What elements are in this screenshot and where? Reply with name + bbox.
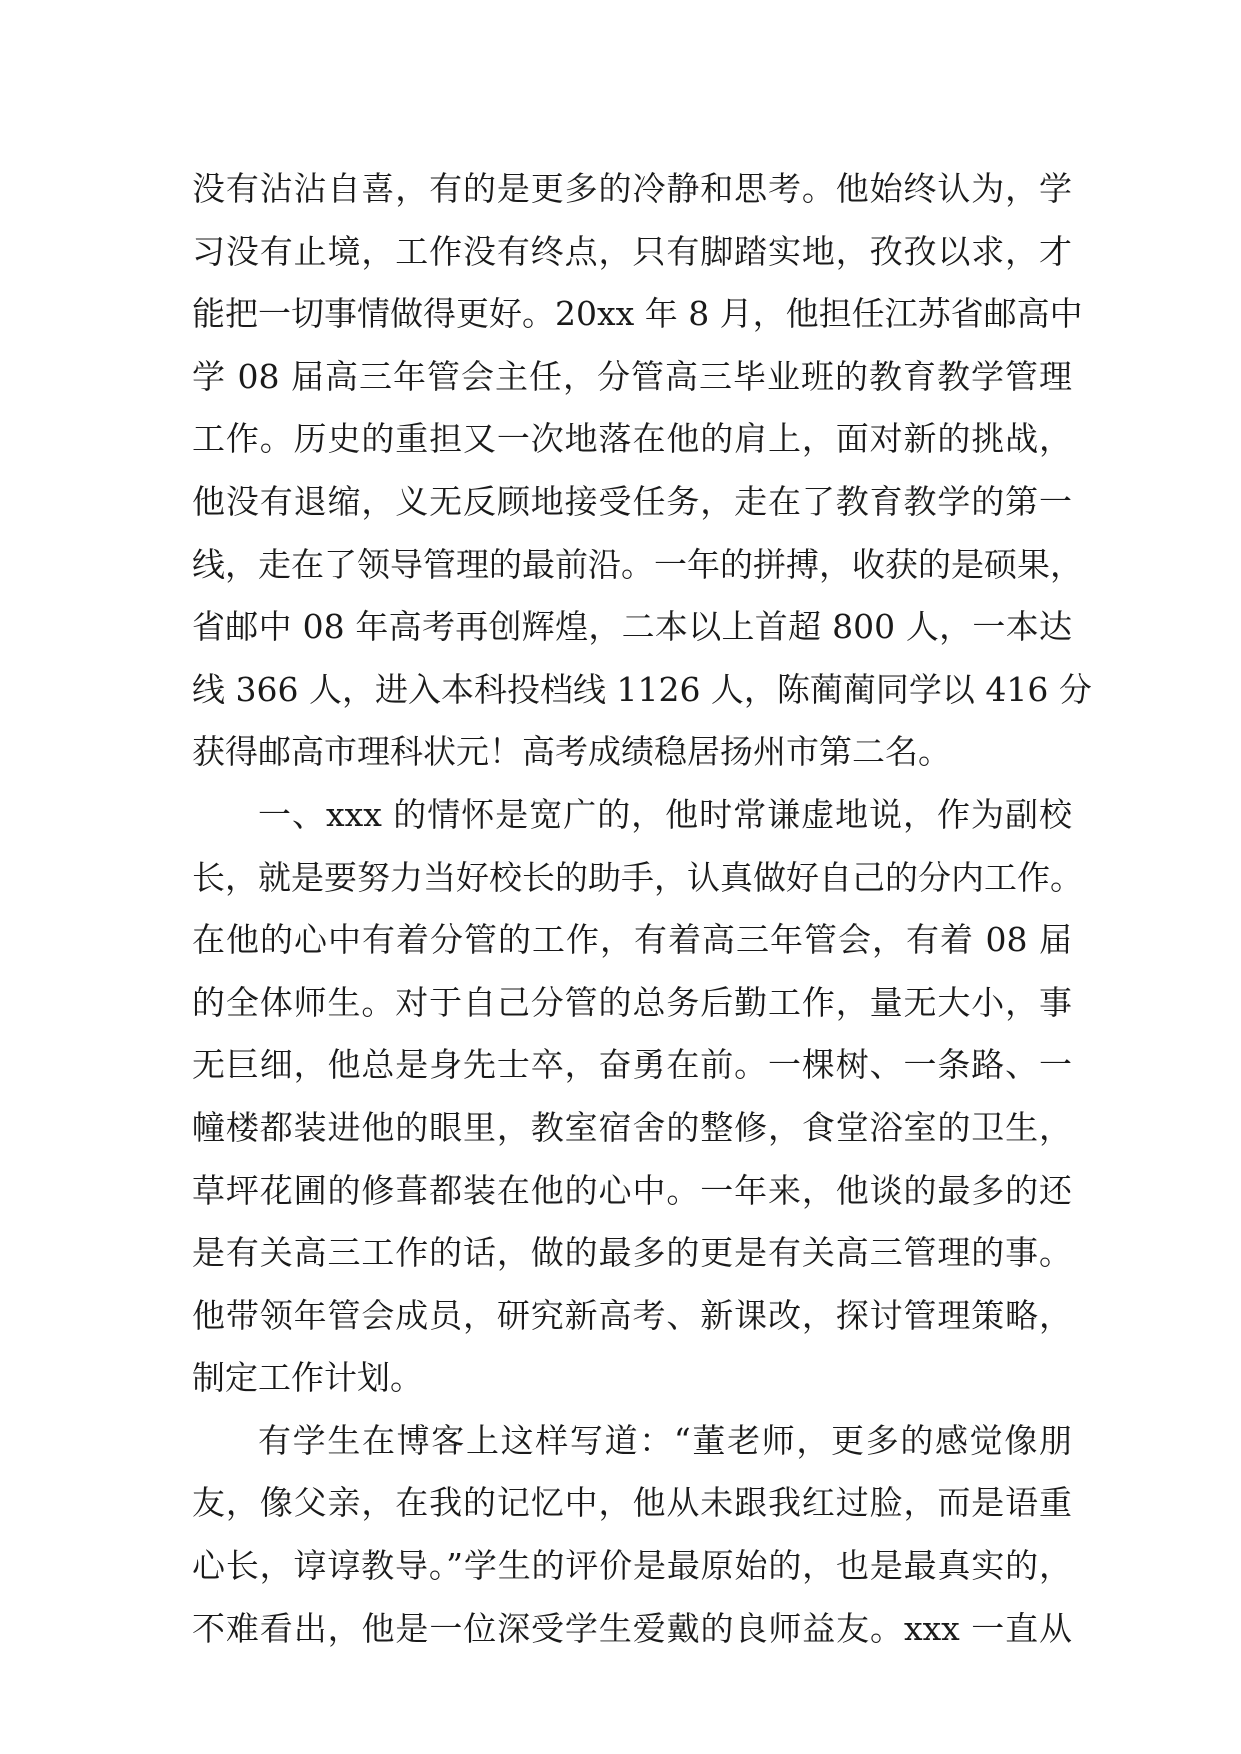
paragraph-3: [192, 1410, 1072, 1660]
text-line: 制定工作计划。: [192, 1358, 423, 1398]
text-line: 他没有退缩，义无反顾地接受任务，走在了教育教学的第一: [192, 481, 1072, 521]
text-line: 工作。历史的重担又一次地落在他的肩上，面对新的挑战，: [192, 419, 1072, 459]
text-line: 草坪花圃的修葺都装在他的心中。一年来，他谈的最多的还: [192, 1170, 1072, 1210]
text-line: 线 366 人，进入本科投档线 1126 人，陈蔺蔺同学以 416 分: [192, 669, 1092, 709]
text-line: 在他的心中有着分管的工作，有着高三年管会，有着 08 届: [192, 920, 1072, 960]
text-line: 获得邮高市理科状元！高考成绩稳居扬州市第二名。: [192, 732, 951, 772]
text-line: 能把一切事情做得更好。20xx 年 8 月，他担任江苏省邮高中: [192, 294, 1083, 334]
text-line: 线，走在了领导管理的最前沿。一年的拼搏，收获的是硕果，: [192, 544, 1083, 584]
text-line: 是有关高三工作的话，做的最多的更是有关高三管理的事。: [192, 1233, 1072, 1273]
text-line: 不难看出，他是一位深受学生爱戴的良师益友。xxx 一直从: [192, 1608, 1072, 1648]
body-text: [192, 158, 1092, 1660]
paragraph-2: [192, 784, 1083, 1410]
text-line: 省邮中 08 年高考再创辉煌，二本以上首超 800 人，一本达: [192, 607, 1072, 647]
text-line: 学 08 届高三年管会主任，分管高三毕业班的教育教学管理: [192, 356, 1072, 396]
text-line: 心长，谆谆教导。”学生的评价是最原始的，也是最真实的，: [192, 1546, 1072, 1586]
text-line: 没有沾沾自喜，有的是更多的冷静和思考。他始终认为，学: [192, 169, 1072, 208]
text-line: 友，像父亲，在我的记忆中，他从未跟我红过脸，而是语重: [192, 1483, 1072, 1523]
paragraph-1: [192, 158, 1092, 784]
text-line: 他带领年管会成员，研究新高考、新课改，探讨管理策略，: [192, 1295, 1072, 1335]
text-line: 有学生在博客上这样写道：“董老师，更多的感觉像朋: [258, 1420, 1072, 1460]
text-line: 长，就是要努力当好校长的助手，认真做好自己的分内工作。: [192, 857, 1083, 897]
text-line: 的全体师生。对于自己分管的总务后勤工作，量无大小，事: [192, 982, 1072, 1022]
text-line: 一、xxx 的情怀是宽广的，他时常谦虚地说，作为副校: [258, 794, 1072, 834]
text-line: 习没有止境，工作没有终点，只有脚踏实地，孜孜以求，才: [192, 231, 1072, 271]
text-line: 无巨细，他总是身先士卒，奋勇在前。一棵树、一条路、一: [192, 1045, 1072, 1085]
text-line: 幢楼都装进他的眼里，教室宿舍的整修，食堂浴室的卫生，: [192, 1107, 1072, 1147]
